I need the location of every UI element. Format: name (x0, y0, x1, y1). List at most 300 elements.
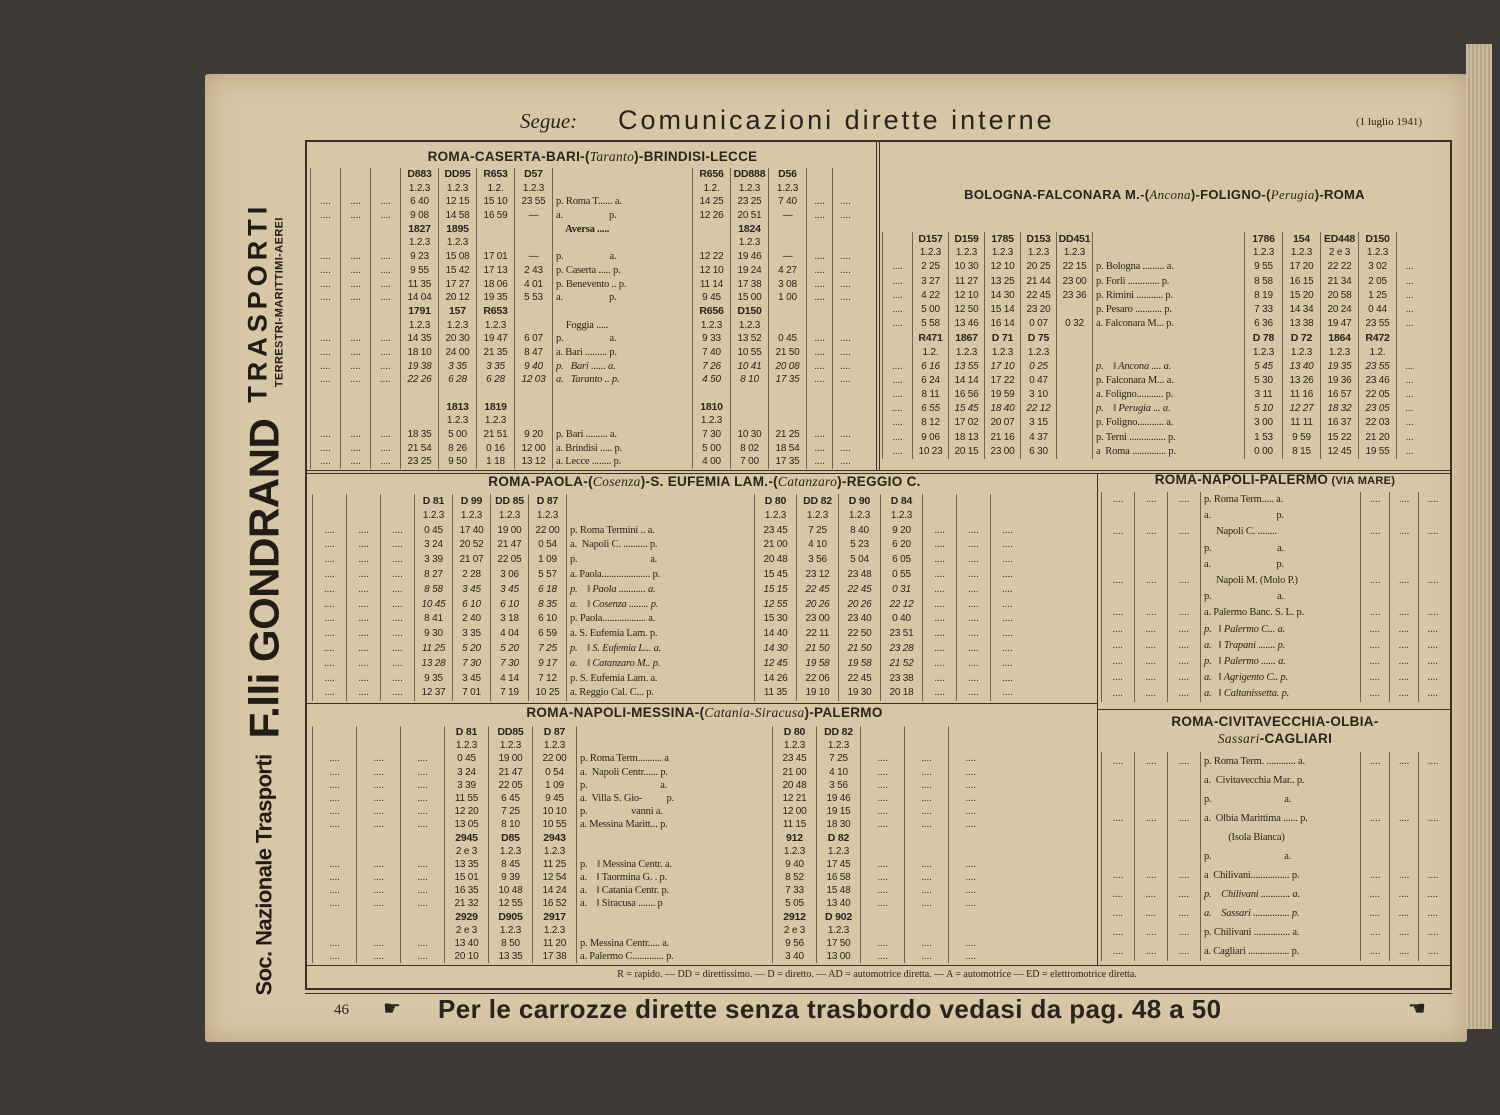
train-number-cell (768, 223, 806, 237)
timetable-row (312, 766, 992, 779)
timetable-row (1101, 942, 1447, 961)
timetable-row (310, 360, 858, 374)
time-cell: ... (1396, 317, 1422, 331)
time-cell: 3 08 (768, 278, 806, 292)
time-cell: .... (948, 792, 992, 805)
time-cell: 11 35 (400, 278, 438, 292)
time-cell: .... (346, 686, 380, 701)
time-cell: 6 30 (1020, 445, 1056, 459)
time-cell: 19 58 (838, 657, 880, 672)
time-cell: .... (312, 642, 346, 657)
station-cell: a. Napoli C. .......... p. (566, 538, 754, 553)
time-cell (904, 739, 948, 752)
time-cell: .... (370, 373, 400, 387)
time-cell: .... (806, 250, 832, 264)
time-cell: 6 55 (912, 402, 948, 416)
train-number-cell: 2943 (532, 832, 576, 845)
time-cell: .... (948, 805, 992, 818)
time-cell: 1.2.3 (1358, 246, 1396, 260)
timetable-row (882, 289, 1422, 303)
time-cell: .... (312, 818, 356, 831)
time-cell: .... (356, 779, 400, 792)
time-cell: .... (310, 373, 340, 387)
time-cell (860, 739, 904, 752)
time-cell: .... (400, 937, 444, 950)
time-cell: 8 27 (414, 568, 452, 583)
time-cell: .... (806, 278, 832, 292)
station-cell: a. p. (552, 209, 692, 223)
station-cell: a. ‖ Agrigento C.. p. (1200, 670, 1360, 686)
time-cell (476, 236, 514, 250)
time-cell: 9 45 (532, 792, 576, 805)
header-date: (1 luglio 1941) (1356, 116, 1422, 128)
train-number-cell (514, 401, 552, 415)
train-number-cell (400, 911, 444, 924)
time-cell: 19 55 (1358, 445, 1396, 459)
station-cell: Napoli C. ........ (1200, 524, 1360, 540)
train-number-cell: 912 (772, 832, 816, 845)
time-cell: 9 20 (514, 428, 552, 442)
time-cell: 5 00 (692, 442, 730, 456)
train-number-cell: D 78 (1244, 331, 1282, 345)
title-part-italic: Taranto (589, 149, 635, 164)
time-cell: .... (340, 373, 370, 387)
time-cell: 20 30 (438, 332, 476, 346)
station-cell: p. Terni ............... p. (1092, 431, 1244, 445)
time-cell: .... (990, 686, 1024, 701)
time-cell: 1 00 (768, 291, 806, 305)
train-number-cell: D 90 (838, 494, 880, 509)
time-cell: 23 55 (1358, 360, 1396, 374)
train-number-cell (832, 168, 858, 182)
time-cell: 17 02 (948, 416, 984, 430)
time-cell: 1.2.3 (438, 182, 476, 196)
time-cell: 7 26 (692, 360, 730, 374)
time-cell: .... (1418, 885, 1447, 904)
station-cell: a. Civitavecchia Mar.. p. (1200, 771, 1360, 790)
timetable-roma-cagliari (1101, 752, 1447, 961)
train-number-cell: DD 82 (796, 494, 838, 509)
station-cell (552, 182, 692, 196)
title-part-italic: Perugia (1270, 187, 1315, 202)
time-cell (806, 236, 832, 250)
timetable-row (1101, 885, 1447, 904)
time-cell: 10 10 (532, 805, 576, 818)
time-cell: 22 00 (528, 524, 566, 539)
time-cell (340, 414, 370, 428)
time-cell: 15 00 (730, 291, 768, 305)
timetable-row (310, 414, 858, 428)
time-cell: 18 40 (984, 402, 1020, 416)
time-cell: .... (312, 858, 356, 871)
timetable-row (882, 232, 1422, 246)
train-number-cell (768, 305, 806, 319)
time-cell (1360, 828, 1389, 847)
time-cell: .... (1389, 622, 1418, 638)
time-cell (1418, 508, 1447, 524)
time-cell (1167, 508, 1200, 524)
time-cell: 5 05 (772, 897, 816, 910)
train-number-cell (340, 168, 370, 182)
time-cell: 1.2.3 (400, 182, 438, 196)
station-cell: a. p. (1200, 508, 1360, 524)
time-cell: 3 35 (452, 627, 490, 642)
train-number-cell: R656 (692, 305, 730, 319)
time-cell: .... (380, 672, 414, 687)
footer-note: Per le carrozze dirette senza trasbordo vedasi da pag. 48 a 50 (438, 994, 1222, 1024)
station-cell: p. ‖ Ancona .... a. (1092, 360, 1244, 374)
time-cell (832, 319, 858, 333)
time-cell: .... (1167, 654, 1200, 670)
time-cell (1360, 771, 1389, 790)
time-cell (1389, 790, 1418, 809)
time-cell: 11 14 (692, 278, 730, 292)
time-cell: ... (1396, 445, 1422, 459)
time-cell: 21 35 (476, 346, 514, 360)
timetable-row (1101, 686, 1447, 702)
train-number-cell: D 80 (754, 494, 796, 509)
train-number-cell: 2929 (444, 911, 488, 924)
time-cell: .... (922, 612, 956, 627)
time-cell: .... (860, 818, 904, 831)
time-cell: 13 35 (488, 950, 532, 963)
time-cell: .... (1134, 904, 1167, 923)
time-cell: 12 22 (692, 250, 730, 264)
time-cell (922, 509, 956, 524)
time-cell: .... (904, 871, 948, 884)
time-cell: 9 50 (438, 455, 476, 469)
time-cell: .... (948, 937, 992, 950)
timetable-row (1101, 589, 1447, 605)
time-cell (370, 387, 400, 401)
station-cell: p. a. (1200, 790, 1360, 809)
time-cell (832, 414, 858, 428)
time-cell: 1.2.3 (838, 509, 880, 524)
train-number-cell (340, 305, 370, 319)
time-cell: .... (1389, 524, 1418, 540)
time-cell: 9 33 (692, 332, 730, 346)
time-cell: 8 35 (528, 598, 566, 613)
time-cell: .... (860, 858, 904, 871)
time-cell: .... (312, 792, 356, 805)
section-title-roma-palermo-via-mare (1100, 472, 1450, 487)
time-cell: .... (312, 627, 346, 642)
station-cell: (Isola Bianca) (1200, 828, 1360, 847)
station-cell: a. Olbia Marittima ...... p. (1200, 809, 1360, 828)
time-cell: 6 10 (528, 612, 566, 627)
train-number-cell (346, 494, 380, 509)
time-cell: .... (1167, 923, 1200, 942)
time-cell: 1.2.3 (984, 346, 1020, 360)
train-number-cell: D 75 (1020, 331, 1056, 345)
time-cell: .... (1167, 638, 1200, 654)
time-cell (832, 387, 858, 401)
time-cell: .... (1134, 885, 1167, 904)
timetable-row (882, 303, 1422, 317)
time-cell: 16 14 (984, 317, 1020, 331)
time-cell: 17 01 (476, 250, 514, 264)
train-number-cell: D883 (400, 168, 438, 182)
time-cell: 14 30 (984, 289, 1020, 303)
station-cell: p. Chilivani ............... a. (1200, 923, 1360, 942)
timetable-row (312, 897, 992, 910)
time-cell (346, 509, 380, 524)
station-cell (576, 845, 772, 858)
train-number-cell (312, 911, 356, 924)
time-cell: ... (1396, 275, 1422, 289)
time-cell: .... (1101, 638, 1134, 654)
time-cell: 17 10 (984, 360, 1020, 374)
timetable-row (312, 818, 992, 831)
time-cell: .... (956, 672, 990, 687)
time-cell: 16 58 (816, 871, 860, 884)
time-cell: .... (356, 871, 400, 884)
time-cell: 1.2.3 (514, 182, 552, 196)
time-cell (370, 236, 400, 250)
time-cell: 7 30 (490, 657, 528, 672)
time-cell (832, 236, 858, 250)
time-cell: .... (1101, 866, 1134, 885)
time-cell: .... (922, 627, 956, 642)
train-number-cell (806, 401, 832, 415)
timetable-row (312, 494, 1024, 509)
time-cell: 2 e 3 (444, 845, 488, 858)
time-cell: .... (310, 455, 340, 469)
time-cell: 1 53 (1244, 431, 1282, 445)
train-number-cell: D57 (514, 168, 552, 182)
timetable-row (1101, 605, 1447, 621)
time-cell: 7 33 (1244, 303, 1282, 317)
train-number-cell (882, 232, 912, 246)
time-cell: 1.2.3 (692, 414, 730, 428)
time-cell: 8 50 (488, 937, 532, 950)
time-cell (438, 387, 476, 401)
time-cell (400, 387, 438, 401)
train-number-cell (356, 911, 400, 924)
time-cell: .... (312, 538, 346, 553)
time-cell: .... (356, 858, 400, 871)
time-cell: 1.2.3 (438, 319, 476, 333)
divider-line (879, 140, 880, 471)
time-cell: .... (1134, 923, 1167, 942)
title-part: )-REGGIO C. (837, 474, 921, 489)
time-cell: 23 28 (880, 642, 922, 657)
time-cell: .... (832, 455, 858, 469)
time-cell (1418, 828, 1447, 847)
title-part: ROMA-CIVITAVECCHIA-OLBIA- (1171, 714, 1379, 729)
time-cell: 23 00 (984, 445, 1020, 459)
page-title: Comunicazioni dirette interne (618, 105, 1055, 135)
time-cell: .... (340, 264, 370, 278)
time-cell: ... (1396, 416, 1422, 430)
time-cell: .... (860, 779, 904, 792)
station-cell: p. a. (1200, 847, 1360, 866)
train-number-cell (882, 331, 912, 345)
train-number-cell: 1791 (400, 305, 438, 319)
time-cell: 15 22 (1320, 431, 1358, 445)
station-cell: a. S. Eufemia Lam. p. (566, 627, 754, 642)
time-cell: 14 34 (1282, 303, 1320, 317)
time-cell: 3 18 (490, 612, 528, 627)
time-cell: .... (956, 583, 990, 598)
time-cell: 15 14 (984, 303, 1020, 317)
time-cell: .... (956, 642, 990, 657)
page-number: 46 (334, 1002, 349, 1018)
train-number-cell (730, 401, 768, 415)
time-cell: .... (882, 260, 912, 274)
time-cell: 18 35 (400, 428, 438, 442)
time-cell: 23 36 (1056, 289, 1092, 303)
time-cell (948, 845, 992, 858)
time-cell: .... (340, 209, 370, 223)
time-cell: .... (1389, 605, 1418, 621)
time-cell: .... (346, 612, 380, 627)
time-cell: .... (1389, 904, 1418, 923)
time-cell: 1.2.3 (438, 236, 476, 250)
time-cell: 1.2.3 (692, 319, 730, 333)
time-cell: 22 00 (532, 752, 576, 765)
time-cell: .... (1101, 524, 1134, 540)
time-cell: .... (1167, 605, 1200, 621)
timetable-row (1101, 508, 1447, 524)
time-cell: 6 40 (400, 195, 438, 209)
time-cell: 20 08 (768, 360, 806, 374)
time-cell: 9 45 (692, 291, 730, 305)
time-cell: .... (310, 278, 340, 292)
train-number-cell (400, 832, 444, 845)
time-cell: .... (922, 583, 956, 598)
train-number-cell (904, 911, 948, 924)
station-cell: p. Roma Termini .. a. (566, 524, 754, 539)
station-cell: p. Benevento .. p. (552, 278, 692, 292)
time-cell: 9 23 (400, 250, 438, 264)
train-number-cell (312, 494, 346, 509)
station-cell: p. a. (576, 779, 772, 792)
station-cell: a. Brindisi ..... p. (552, 442, 692, 456)
time-cell: .... (1101, 923, 1134, 942)
time-cell: 6 59 (528, 627, 566, 642)
time-cell: 3 35 (438, 360, 476, 374)
time-cell: 12 50 (948, 303, 984, 317)
time-cell: 17 45 (816, 858, 860, 871)
time-cell: .... (1134, 605, 1167, 621)
time-cell (1360, 541, 1389, 557)
time-cell: 14 58 (438, 209, 476, 223)
time-cell: 1.2.3 (490, 509, 528, 524)
time-cell: 23 46 (1358, 374, 1396, 388)
time-cell: .... (990, 553, 1024, 568)
train-number-cell: 1813 (438, 401, 476, 415)
time-cell (1167, 771, 1200, 790)
time-cell: 23 55 (514, 195, 552, 209)
train-number-cell (310, 168, 340, 182)
time-cell: 14 14 (948, 374, 984, 388)
time-cell: .... (346, 627, 380, 642)
timetable-row (312, 568, 1024, 583)
time-cell: 0 45 (444, 752, 488, 765)
time-cell: 16 52 (532, 897, 576, 910)
time-cell: 6 10 (452, 598, 490, 613)
time-cell: 22 45 (838, 583, 880, 598)
time-cell: .... (832, 360, 858, 374)
time-cell (1101, 589, 1134, 605)
time-cell: .... (356, 766, 400, 779)
time-cell: .... (370, 360, 400, 374)
time-cell: 6 28 (438, 373, 476, 387)
time-cell: 6 10 (490, 598, 528, 613)
time-cell (860, 845, 904, 858)
time-cell: 17 40 (452, 524, 490, 539)
time-cell: .... (832, 442, 858, 456)
station-cell: a. Palermo C............. p. (576, 950, 772, 963)
time-cell: .... (1418, 638, 1447, 654)
time-cell: 21 44 (1020, 275, 1056, 289)
train-number-cell (860, 832, 904, 845)
time-cell: .... (1360, 524, 1389, 540)
timetable-roma-messina-palermo (312, 726, 992, 963)
time-cell: 14 30 (754, 642, 796, 657)
time-cell: 0 45 (414, 524, 452, 539)
time-cell: .... (806, 209, 832, 223)
time-cell: 7 01 (452, 686, 490, 701)
time-cell: .... (1101, 654, 1134, 670)
time-cell: 21 50 (838, 642, 880, 657)
time-cell: 23 45 (754, 524, 796, 539)
train-number-cell (860, 911, 904, 924)
timetable-roma-palermo-via-mare (1101, 492, 1447, 702)
train-number-cell (904, 832, 948, 845)
time-cell: .... (1418, 686, 1447, 702)
time-cell: 17 20 (1282, 260, 1320, 274)
time-cell (1396, 346, 1422, 360)
time-cell: 21 00 (772, 766, 816, 779)
timetable-row (312, 598, 1024, 613)
time-cell: .... (312, 583, 346, 598)
time-cell: 0 31 (880, 583, 922, 598)
timetable-row (1101, 923, 1447, 942)
time-cell: .... (400, 897, 444, 910)
title-part: )-BRINDISI-LECCE (634, 149, 758, 164)
train-number-cell (356, 726, 400, 739)
station-cell: p. a. (1200, 541, 1360, 557)
time-cell: 12 10 (948, 289, 984, 303)
title-part-italic: Catania-Siracusa (704, 705, 805, 720)
train-number-cell: DD85 (488, 726, 532, 739)
time-cell: 22 26 (400, 373, 438, 387)
time-cell: .... (948, 779, 992, 792)
train-number-cell: D157 (912, 232, 948, 246)
timetable-row (312, 884, 992, 897)
station-cell: p. Roma T...... a. (552, 195, 692, 209)
time-cell: 1.2. (912, 346, 948, 360)
time-cell: .... (956, 524, 990, 539)
time-cell: 9 56 (772, 937, 816, 950)
time-cell: 8 58 (1244, 275, 1282, 289)
train-number-cell (312, 726, 356, 739)
time-cell: 21 50 (768, 346, 806, 360)
timetable-row (310, 332, 858, 346)
train-number-cell (514, 305, 552, 319)
section-title-roma-caserta-lecce (310, 149, 875, 165)
time-cell (990, 509, 1024, 524)
time-cell: 13 40 (1282, 360, 1320, 374)
time-cell (1134, 828, 1167, 847)
pointing-hand-reverse-icon: ☚ (1408, 996, 1426, 1020)
time-cell: .... (312, 950, 356, 963)
time-cell: 1.2. (692, 182, 730, 196)
timetable-row (312, 686, 1024, 701)
time-cell: 1.2.3 (880, 509, 922, 524)
